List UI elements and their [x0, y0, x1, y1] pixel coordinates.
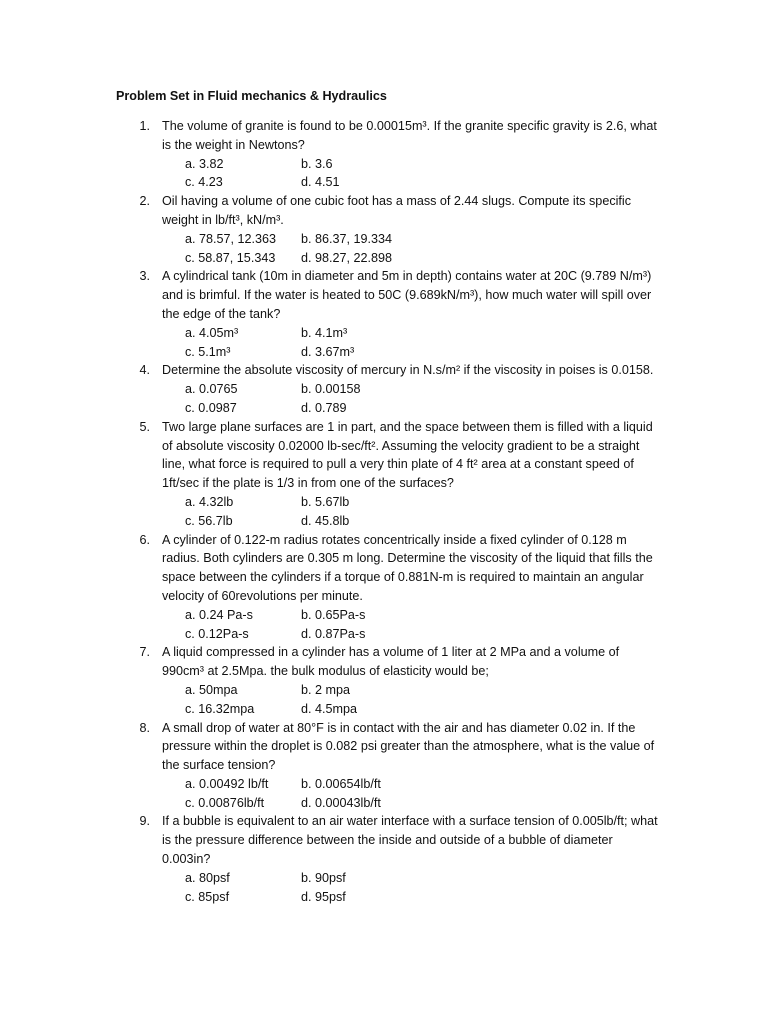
problem-list: [0, 117, 768, 906]
problem-text: A liquid compressed in a cylinder has a volume of 1 liter at 2 MPa and a volume of 990cm³ at 2.5Mpa. the bulk modulus of elasticity would be;: [162, 645, 620, 679]
choice-a: a. 0.00492 lb/ft: [185, 776, 269, 791]
choice-c: c. 0.12Pa-s: [185, 626, 249, 641]
choice-grid: [185, 324, 768, 362]
choice-grid: [185, 606, 768, 644]
choice-d: d. 4.51: [301, 175, 340, 190]
problem-number: 1.: [139, 119, 150, 133]
problem-number: 3.: [139, 269, 150, 284]
choice-b: b. 86.37, 19.334: [301, 231, 393, 246]
choice-a: a. 78.57, 12.363: [185, 231, 277, 246]
choice-d: d. 95psf: [301, 889, 346, 904]
choice-b: b. 0.65Pa-s: [301, 607, 366, 622]
problem-number: 9.: [139, 814, 150, 829]
choice-b: b. 90psf: [301, 870, 346, 885]
problem-text: Two large plane surfaces are 1 in part, and the space between them is filled with a liquid of absolute viscosity 0.02000 lb-sec/ft². Assuming the velocity gradient to be a straight line, what force is required to pull a very thin plate of 4 ft² area at a constant speed of 1ft/sec if the plate is 1/3 in from one of the surfaces?: [162, 419, 653, 491]
problem-item: [0, 812, 768, 906]
choice-a: a. 0.0765: [185, 382, 238, 397]
choice-grid: [185, 775, 768, 813]
problem-item: [0, 643, 768, 718]
choice-c: c. 56.7lb: [185, 513, 233, 528]
problem-number: 2.: [139, 194, 150, 209]
choice-c: c. 16.32mpa: [185, 701, 255, 716]
choice-c: c. 85psf: [185, 889, 230, 904]
problem-item: [0, 267, 768, 361]
problem-number: 6.: [139, 532, 150, 547]
problem-item: [0, 531, 768, 644]
choice-b: b. 0.00158: [301, 382, 361, 397]
choice-grid: [185, 493, 768, 531]
choice-d: d. 3.67m³: [301, 344, 355, 359]
choice-a: a. 0.24 Pa-s: [185, 607, 253, 622]
problem-text: A small drop of water at 80°F is in contact with the air and has diameter 0.02 in. If the pressure within the droplet is 0.082 psi greater than the atmosphere, what is the value of the surface tension?: [162, 720, 655, 773]
problem-text: A cylinder of 0.122-m radius rotates concentrically inside a fixed cylinder of 0.128 m radius. Both cylinders are 0.305 m long. Determine the viscosity of the liquid that fills the space between the cylinders if a torque of 0.881N-m is required to maintain an angular velocity of 60revolutions per minute.: [162, 532, 653, 603]
choice-b: b. 5.67lb: [301, 494, 350, 509]
problem-item: [0, 361, 768, 417]
choice-b: b. 2 mpa: [301, 682, 351, 697]
problem-text: Determine the absolute viscosity of mercury in N.s/m² if the viscosity in poises is 0.0158.: [162, 363, 654, 378]
problem-number: 7.: [139, 645, 150, 660]
choice-c: c. 5.1m³: [185, 344, 231, 359]
choice-c: c. 58.87, 15.343: [185, 250, 276, 265]
problem-text: Oil having a volume of one cubic foot has a mass of 2.44 slugs. Compute its specific weight in lb/ft³, kN/m³.: [162, 194, 632, 227]
choice-d: d. 98.27, 22.898: [301, 250, 393, 265]
problem-number: 8.: [139, 720, 150, 735]
choice-d: d. 0.87Pa-s: [301, 626, 366, 641]
problem-text: If a bubble is equivalent to an air water interface with a surface tension of 0.005lb/ft; what is the pressure difference between the inside and outside of a bubble of diameter 0.003in?: [162, 814, 658, 867]
problem-item: [0, 117, 768, 192]
problem-number: 5.: [139, 419, 150, 434]
problem-item: [0, 192, 768, 267]
choice-a: a. 3.82: [185, 156, 224, 171]
problem-text: The volume of granite is found to be 0.00015m³. If the granite specific gravity is 2.6, what is the weight in Newtons?: [162, 119, 657, 152]
choice-a: a. 4.05m³: [185, 325, 239, 340]
problem-item: [0, 719, 768, 813]
choice-grid: [185, 155, 768, 193]
choice-grid: [185, 230, 768, 268]
choice-c: c. 4.23: [185, 175, 223, 190]
choice-d: d. 0.00043lb/ft: [301, 795, 381, 810]
choice-a: a. 80psf: [185, 870, 230, 885]
choice-d: d. 0.789: [301, 400, 347, 415]
choice-grid: [185, 681, 768, 719]
problem-text: A cylindrical tank (10m in diameter and 5m in depth) contains water at 20C (9.789 N/m³) and is brimful. If the water is heated to 50C (9.689kN/m³), how much water will spill over the edge of the tank?: [162, 269, 652, 321]
choice-d: d. 45.8lb: [301, 513, 350, 528]
choice-grid: [185, 380, 768, 418]
document-title: Problem Set in Fluid mechanics & Hydraulics: [116, 89, 387, 103]
choice-c: c. 0.0987: [185, 400, 237, 415]
choice-d: d. 4.5mpa: [301, 701, 358, 716]
choice-b: b. 4.1m³: [301, 325, 348, 340]
choice-grid: [185, 869, 768, 907]
choice-b: b. 0.00654lb/ft: [301, 776, 381, 791]
choice-a: a. 50mpa: [185, 682, 238, 697]
choice-b: b. 3.6: [301, 156, 333, 171]
problem-item: [0, 418, 768, 531]
problem-number: 4.: [139, 363, 150, 378]
choice-a: a. 4.32lb: [185, 494, 234, 509]
choice-c: c. 0.00876lb/ft: [185, 795, 265, 810]
